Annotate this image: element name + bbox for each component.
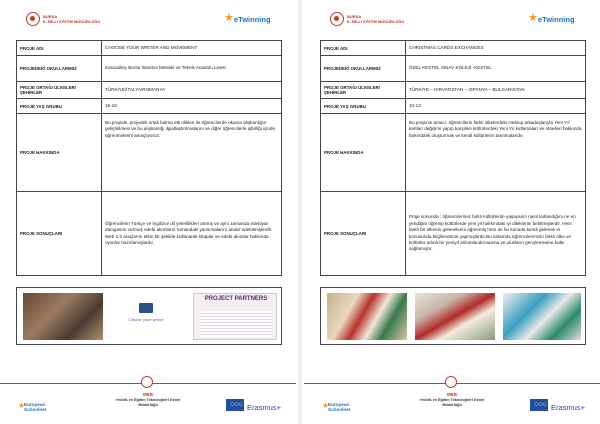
table-row [17,99,282,114]
footer-meb-logo [443,376,459,392]
row-key: PROJE ORTAĞI ÜLKELER/ŞEHİRLER [321,82,406,99]
eu-flag-icon: ✩✩✩ [226,399,244,411]
book-icon [139,303,153,313]
etwinning-logo-text: eTwinning [538,15,575,24]
meb-header-text: BURSA İL MİLLİ EĞİTİM MÜDÜRLÜĞÜ [43,14,101,24]
partners-list [200,311,272,337]
eu-flag-icon: ✩✩✩ [530,399,548,411]
row-key: PROJE YAŞ GRUBU [321,99,406,114]
row-value: Proje sonunda ; öğrencilerimiz farklı kültürlerde yaşayanın nasıl kutlandığını,ne en yendiğini öğrenip kültürlerde yeni yıl hakkındaki iyi dileklerini belirtmişlerdir. Hem farklı bir ülkenin gelenelerini öğrenmiş hem de bu konuda kendi gelenek ei konusunda bilgilendirme yapmışlardır.Bu anlamda öğrencilerimizin farklı ülke ve kültürler adına bir yeniyıl anlamlandırmasına ve ulusların gençlemesine katkı sağlamıştır. [406,192,586,276]
project-info-table [16,40,282,276]
page-divider [298,0,302,424]
schoolnet-star-icon: ★ [18,401,26,410]
table-row [321,114,586,192]
footer-meb-label: MEB [447,392,457,397]
project-logo-image [111,293,181,340]
table-row [17,41,282,56]
row-value: 15-18 [102,99,282,114]
footer-meb-subtitle: Yenilik ve Eğitim Teknolojileri Genel Müdürlüğü [115,398,181,407]
row-key: PROJEDEKİ OKULLARIMIZ [321,56,406,82]
row-value: Karacabey Borsa İstanbul Mesleki ve Teknik Anadolu Lisesi [102,56,282,82]
table-row [321,192,586,276]
etwinning-logo-text: eTwinning [234,15,271,24]
page-left [0,0,296,424]
meb-emblem-icon [445,376,457,388]
etwinning-star-icon: ★ [224,12,234,24]
schoolnet-text: European Schoolnet [24,402,47,412]
row-value: ÖZEL KESTEL SINAV KOLEJİ -KESTEL [406,56,586,82]
photo-cards-3 [503,293,581,340]
schoolnet-text: European Schoolnet [328,402,351,412]
table-row [321,82,586,99]
table-row [17,192,282,276]
row-key: PROJE YAŞ GRUBU [17,99,102,114]
photo-books [23,293,103,340]
meb-logo-icon [330,12,344,26]
row-value: Bu projenin amacı; öğrencilerin farklı ülkelerdeki mektup arkadaşlarıyla Yeni Yıl kartları değişimi yapıp karşılıklı kültürlerdeki Yeni Yıl kutlamaları ve ritüelleri hakkında farkındalık oluşturmak ve kendi kültürlerini tanıtmalarıdır. [406,114,586,192]
row-value: CHRISTMAS CARDS EXCHANGES [406,41,586,56]
row-key: PROJE HAKKINDA [321,114,406,192]
photo-strip [16,287,282,345]
erasmus-logo-text: Erasmus+ [551,403,585,412]
row-key: PROJE SONUÇLARI [321,192,406,276]
page-right [304,0,600,424]
row-key: PROJE SONUÇLARI [17,192,102,276]
project-info-table [320,40,586,276]
row-key: PROJE ADI [17,41,102,56]
header [304,8,600,34]
etwinning-star-icon: ★ [528,12,538,24]
row-value: TÜRKİYE/İTALYA/ROMANYA [102,82,282,99]
footer-meb-subtitle: Yenilik ve Eğitim Teknolojileri Genel Müdürlüğü [419,398,485,407]
meb-logo-icon [26,12,40,26]
photo-strip [320,287,586,345]
photo-cards-1 [327,293,407,340]
row-value: Bu projede, projedek ortak bulma etk nlikleri ile öğrencilerde okuma alışkanlığın geliştirilmesi ve bu alışkanlığı ilgiallaştırılmalarını ve diğer öğrencilerle işbirliği içinde öğrenmelerini amaçlıyoruz. [102,114,282,192]
partners-title: PROJECT PARTNERS [204,296,268,302]
meb-header-text: BURSA İL MİLLİ EĞİTİM MÜDÜRLÜĞÜ [347,14,405,24]
table-row [17,82,282,99]
row-key: PROJEDEKİ OKULLARIMIZ [17,56,102,82]
header [0,8,296,34]
logo-caption: Choose your writer [128,317,164,322]
row-value: TÜRKİYE – HIRVATİSTAN – İSPANYA – BULGARİSTAN [406,82,586,99]
table-row [321,99,586,114]
footer-meb-logo [139,376,155,392]
meb-emblem-icon [141,376,153,388]
row-value: CHOOSE YOUR WRITER AND MOVEMENT [102,41,282,56]
schoolnet-star-icon: ★ [322,401,330,410]
table-row [17,56,282,82]
row-value: Öğrencilerin Türkçe ve İngilizce dil yeterlilikleri artmış ve aynı zamanda edebiyat damgasını vurmuş edebi akımların romandaki yansımalarını analiz edebilmişlerdir. Web 2.0 araçlarını etkin bir şekilde kullanarak kitaplar ve edebi akımlar hakkında oyunlar hazırlamışlardır. [102,192,282,276]
table-row [321,56,586,82]
table-row [17,114,282,192]
row-key: PROJE ADI [321,41,406,56]
erasmus-logo-text: Erasmus+ [247,403,281,412]
photo-cards-2 [415,293,495,340]
table-row [321,41,586,56]
partners-poster [193,293,277,340]
row-key: PROJE HAKKINDA [17,114,102,192]
row-value: 10-13 [406,99,586,114]
row-key: PROJE ORTAĞI ÜLKELER/ŞEHİRLER [17,82,102,99]
footer-meb-label: MEB [143,392,153,397]
